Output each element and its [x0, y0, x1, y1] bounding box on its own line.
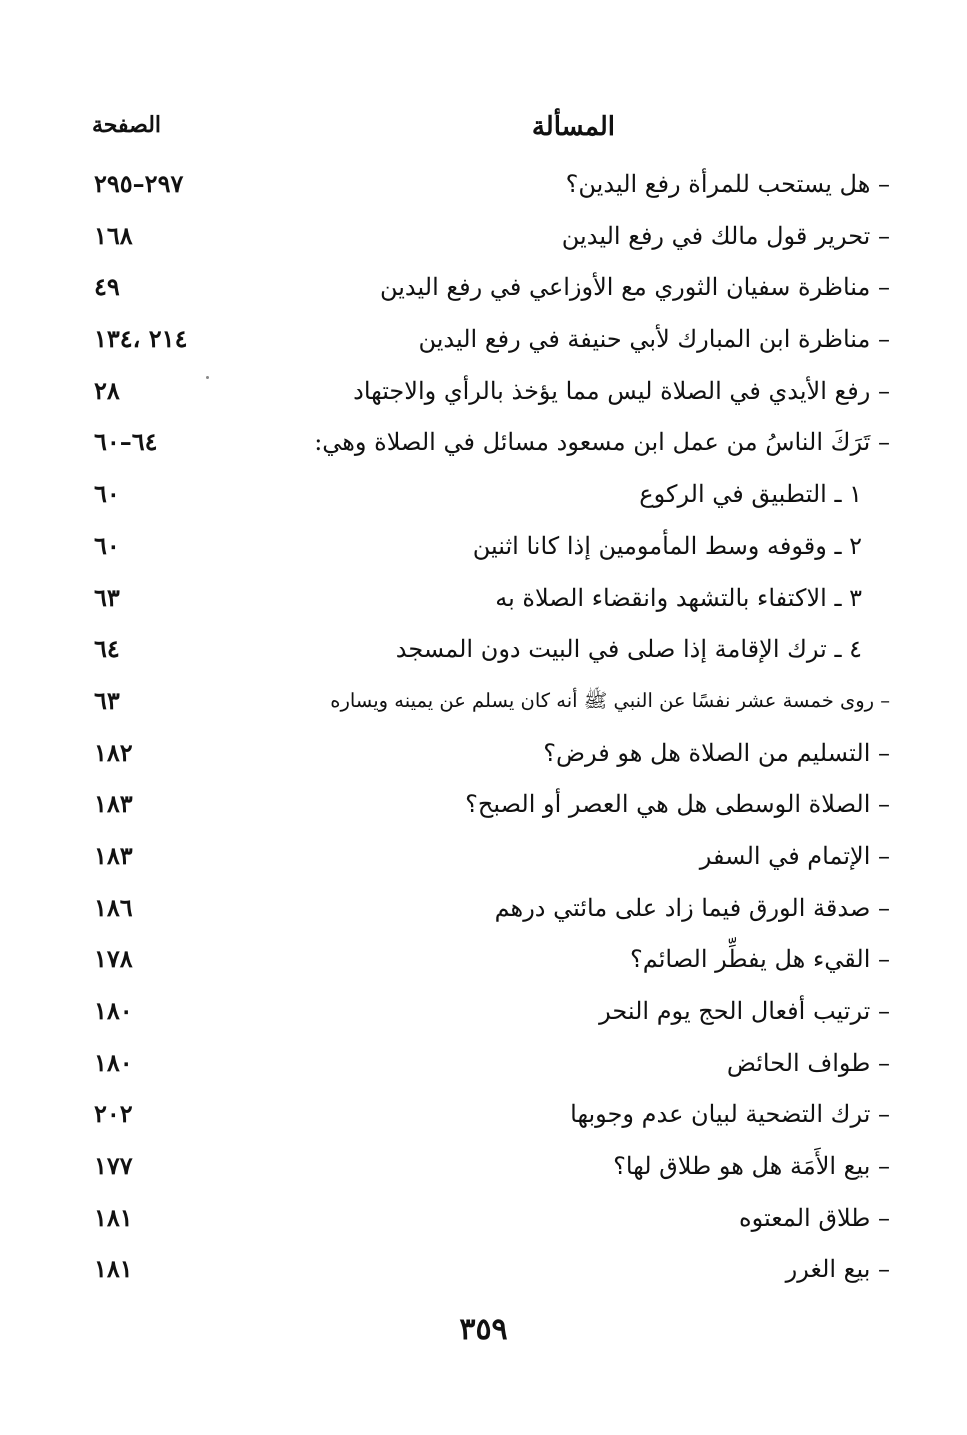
issue-text: – مناظرة سفيان الثوري مع الأوزاعي في رفع اليدين — [379, 273, 890, 302]
list-item — [80, 782, 890, 834]
table-header — [80, 112, 890, 152]
page-ref: ١٧٧ — [94, 1151, 133, 1181]
issue-text: – روى خمسة عشر نفسًا عن النبي ﷺ أنه كان يسلم عن يمينه ويساره — [330, 688, 890, 712]
list-item-numbered — [80, 472, 890, 524]
issue-text: ٤ ـ ترك الإقامة إذا صلى في البيت دون المسجد — [395, 635, 862, 664]
list-item — [80, 214, 890, 266]
issue-text: – ترتيب أفعال الحج يوم النحر — [599, 997, 890, 1025]
index-list — [80, 162, 890, 1299]
page-ref: ١٦٨ — [94, 220, 133, 250]
page-ref: ١٨٢ — [94, 737, 133, 767]
page-ref: ١٨٠ — [94, 996, 133, 1025]
page-ref: ١٨٣ — [94, 789, 133, 819]
issue-text: ١ ـ التطبيق في الركوع — [639, 480, 862, 509]
issue-text: – التسليم من الصلاة هل هو فرض؟ — [543, 738, 890, 767]
issue-text: – طلاق المعتوه — [739, 1203, 890, 1232]
list-item — [80, 1144, 890, 1196]
page-ref: ٦٣ — [94, 685, 120, 715]
page-ref: ١٧٨ — [94, 944, 133, 974]
page-ref: ١٨١ — [94, 1202, 133, 1232]
page-ref: ٢١٤ ،١٣٤ — [94, 324, 188, 354]
issue-text: – هل يستحب للمرأة رفع اليدين؟ — [565, 170, 890, 198]
list-item-numbered — [80, 524, 890, 576]
issue-text: – طواف الحائض — [726, 1048, 890, 1077]
list-item — [80, 1092, 890, 1144]
page-ref: ١٨٠ — [94, 1047, 133, 1077]
page-ref: ٦٤–٦٠ — [94, 427, 158, 457]
page-number: ٣٥٩ — [459, 1312, 508, 1347]
page-ref: ٤٩ — [94, 272, 120, 302]
list-item — [80, 317, 890, 369]
issue-text: – مناظرة ابن المبارك لأبي حنيفة في رفع اليدين — [418, 325, 890, 354]
issue-text: – بيع الأَمَة هل هو طلاق لها؟ — [613, 1152, 890, 1181]
issue-text: – تحرير قول مالك في رفع اليدين — [561, 221, 890, 250]
issue-text: ٣ ـ الاكتفاء بالتشهد وانقضاء الصلاة به — [495, 583, 862, 612]
issue-text: – القيء هل يفطِّر الصائم؟ — [629, 945, 890, 974]
list-item — [80, 834, 890, 886]
list-item — [80, 1247, 890, 1299]
page-ref: ٢٩٧–٢٩٥ — [94, 169, 184, 198]
list-item — [80, 937, 890, 989]
list-item — [80, 420, 890, 472]
page-ref: ١٨٦ — [94, 892, 133, 922]
page-ref: ٢٠٢ — [94, 1099, 133, 1129]
page-ref: ٦٠ — [94, 479, 120, 509]
page-ref: ٢٨ — [94, 375, 120, 405]
list-item — [80, 989, 890, 1041]
issue-text: – تَرَكَ الناسُ من عمل ابن مسعود مسائل في الصلاة وهي: — [314, 428, 890, 457]
page-ref: ٦٠ — [94, 530, 120, 560]
issue-column-header: المسألة — [531, 112, 615, 142]
issue-text: – الصلاة الوسطى هل هي العصر أو الصبح؟ — [465, 790, 890, 819]
issue-text: – بيع الغرر — [785, 1255, 890, 1284]
page-ref: ١٨١ — [94, 1254, 133, 1284]
list-item — [80, 369, 890, 421]
list-item — [80, 886, 890, 938]
issue-text: – صدقة الورق فيما زاد على مائتي درهم — [494, 893, 890, 922]
list-item — [80, 731, 890, 783]
issue-text: – رفع الأيدي في الصلاة ليس مما يؤخذ بالرأي والاجتهاد — [353, 376, 890, 405]
list-item — [80, 265, 890, 317]
list-item-numbered — [80, 576, 890, 628]
page-ref: ٦٣ — [94, 582, 120, 612]
page-ref: ١٨٣ — [94, 840, 133, 870]
list-item — [80, 162, 890, 214]
page-column-header: الصفحة — [92, 112, 162, 138]
issue-text: ٢ ـ وقوفه وسط المأمومين إذا كانا اثنين — [472, 531, 862, 560]
page-ref: ٦٤ — [94, 634, 120, 664]
list-item-numbered — [80, 627, 890, 679]
issue-text: – الإتمام في السفر — [699, 841, 890, 870]
list-item — [80, 1041, 890, 1093]
issue-text: – ترك التضحية لبيان عدم وجوبها — [570, 1100, 890, 1129]
list-item — [80, 1196, 890, 1248]
list-item — [80, 679, 890, 731]
